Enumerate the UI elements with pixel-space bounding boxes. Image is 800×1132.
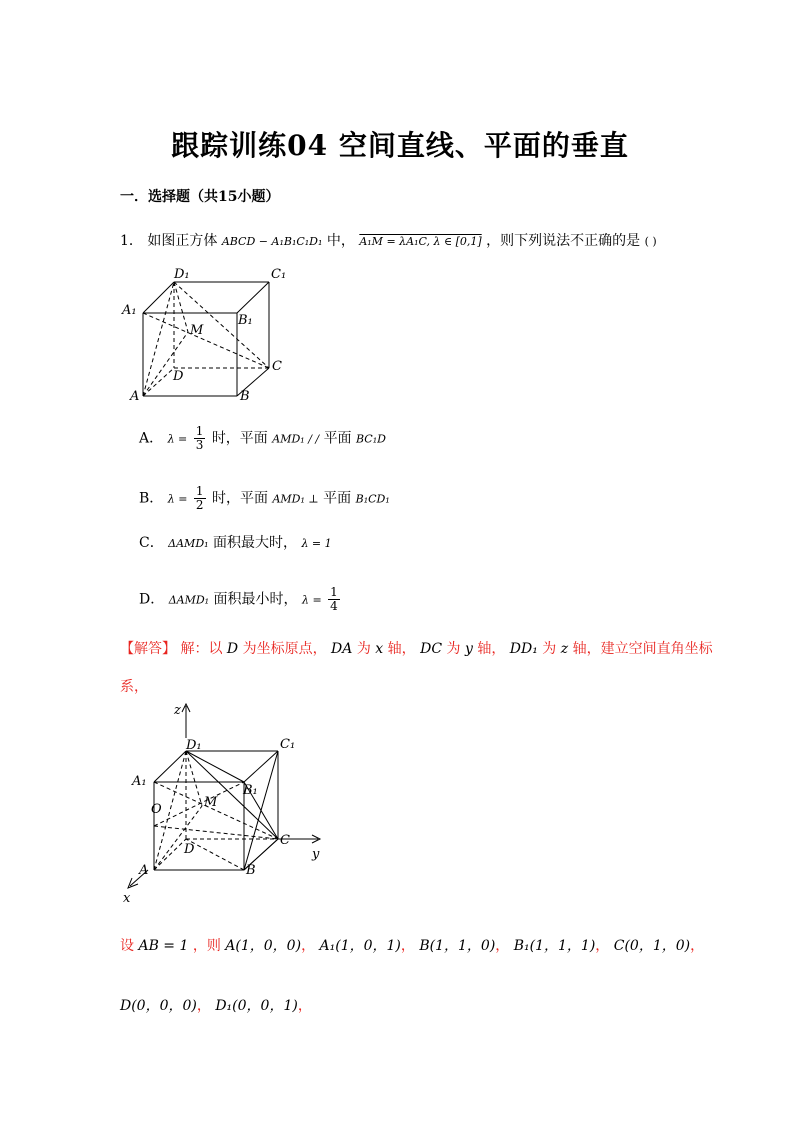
coord-A1: A₁(1，0，1) [319, 938, 401, 954]
cube-name: ABCD − A₁B₁C₁D₁ [221, 235, 323, 248]
label2-C1: C₁ [280, 737, 296, 752]
label-C1: C₁ [271, 267, 287, 282]
label2-D: D [184, 842, 195, 857]
label2-C: C [280, 833, 290, 848]
label-B: B [240, 389, 250, 404]
axis-label-z: z [174, 703, 181, 718]
cube-figure-2 [118, 698, 333, 908]
coords-line-1: 设 AB = 1 ，则 A(1，0，0)， A₁(1，0，1)， B(1，1，0)， B₁(1，1，1)， C(0，1，0)， [120, 938, 705, 954]
axis-label-x: x [123, 891, 131, 906]
option-b-lambda: λ = [167, 492, 188, 506]
option-b-label: B． [139, 490, 164, 507]
solution-line-2: 系， [120, 679, 148, 695]
label2-B: B [246, 863, 256, 878]
question-number: 1． [120, 233, 143, 249]
option-c-label: C． [139, 535, 164, 551]
option-a-lambda: λ = [167, 432, 188, 446]
label-D1: D₁ [174, 267, 190, 282]
label2-A: A [139, 863, 149, 878]
coord-B: B(1，1，0) [419, 938, 496, 954]
coord-A: A(1，0，0) [225, 938, 302, 954]
fraction-one-quarter: $\frac{1}{4}$ [330, 585, 338, 613]
coord-D1: D₁(0，0，1) [215, 998, 298, 1014]
fraction-one-third: $\frac{1}{3}$ [195, 424, 204, 452]
cube-figure-1 [118, 262, 298, 407]
section-heading: 一．选择题（共15小题） [120, 189, 280, 205]
coord-D: D(0，0，0) [120, 998, 197, 1014]
question-tail: ，则下列说法不正确的是 [486, 233, 641, 249]
option-a[interactable]: A． λ = $\frac{1}{3}$ 时，平面 AMD₁ / / 平面 BC₁D [139, 424, 386, 452]
coord-B1: B₁(1，1，1) [513, 938, 596, 954]
label2-B1: B₁ [243, 783, 258, 798]
label-A: A [130, 389, 140, 404]
question-mid: 中， [326, 233, 355, 249]
label-B1: B₁ [238, 313, 253, 328]
label2-A1: A₁ [132, 774, 147, 789]
solution-tag: 【解答】 [120, 641, 176, 657]
answer-paren: ( ) [644, 235, 657, 248]
solution-line-1: 【解答】 解：以 D 为坐标原点， DA 为 x 轴， DC 为 y 轴， DD₁ 为 z 轴，建立空间直角坐标 [120, 641, 713, 657]
option-c[interactable]: C． ΔAMD₁ 面积最大时， λ = 1 [139, 535, 332, 551]
page-title: 跟踪训练04 空间直线、平面的垂直 [171, 129, 629, 162]
label2-O: O [151, 802, 162, 817]
label-M: M [190, 323, 204, 338]
label-C: C [272, 359, 282, 374]
option-d[interactable]: D． ΔAMD₁ 面积最小时， λ = $\frac{1}{4}$ [139, 585, 338, 613]
label-D: D [173, 369, 184, 384]
option-a-label: A． [139, 430, 164, 447]
coords-line-2: D(0，0，0)， D₁(0，0，1)， [120, 998, 312, 1014]
axis-label-y: y [312, 847, 320, 862]
vector-condition: A₁M = λA₁C, λ ∈ [0,1] [359, 235, 482, 248]
fraction-one-half: $\frac{1}{2}$ [195, 484, 204, 512]
label2-M: M [204, 795, 218, 810]
coord-C: C(0，1，0) [613, 938, 691, 954]
question-1 [120, 230, 657, 250]
label-A1: A₁ [122, 303, 137, 318]
label2-D1: D₁ [186, 738, 202, 753]
option-d-label: D． [139, 591, 165, 608]
question-intro: 如图正方体 [147, 233, 218, 249]
option-b[interactable]: B． λ = $\frac{1}{2}$ 时，平面 AMD₁ ⊥ 平面 B₁CD₁ [139, 484, 390, 512]
